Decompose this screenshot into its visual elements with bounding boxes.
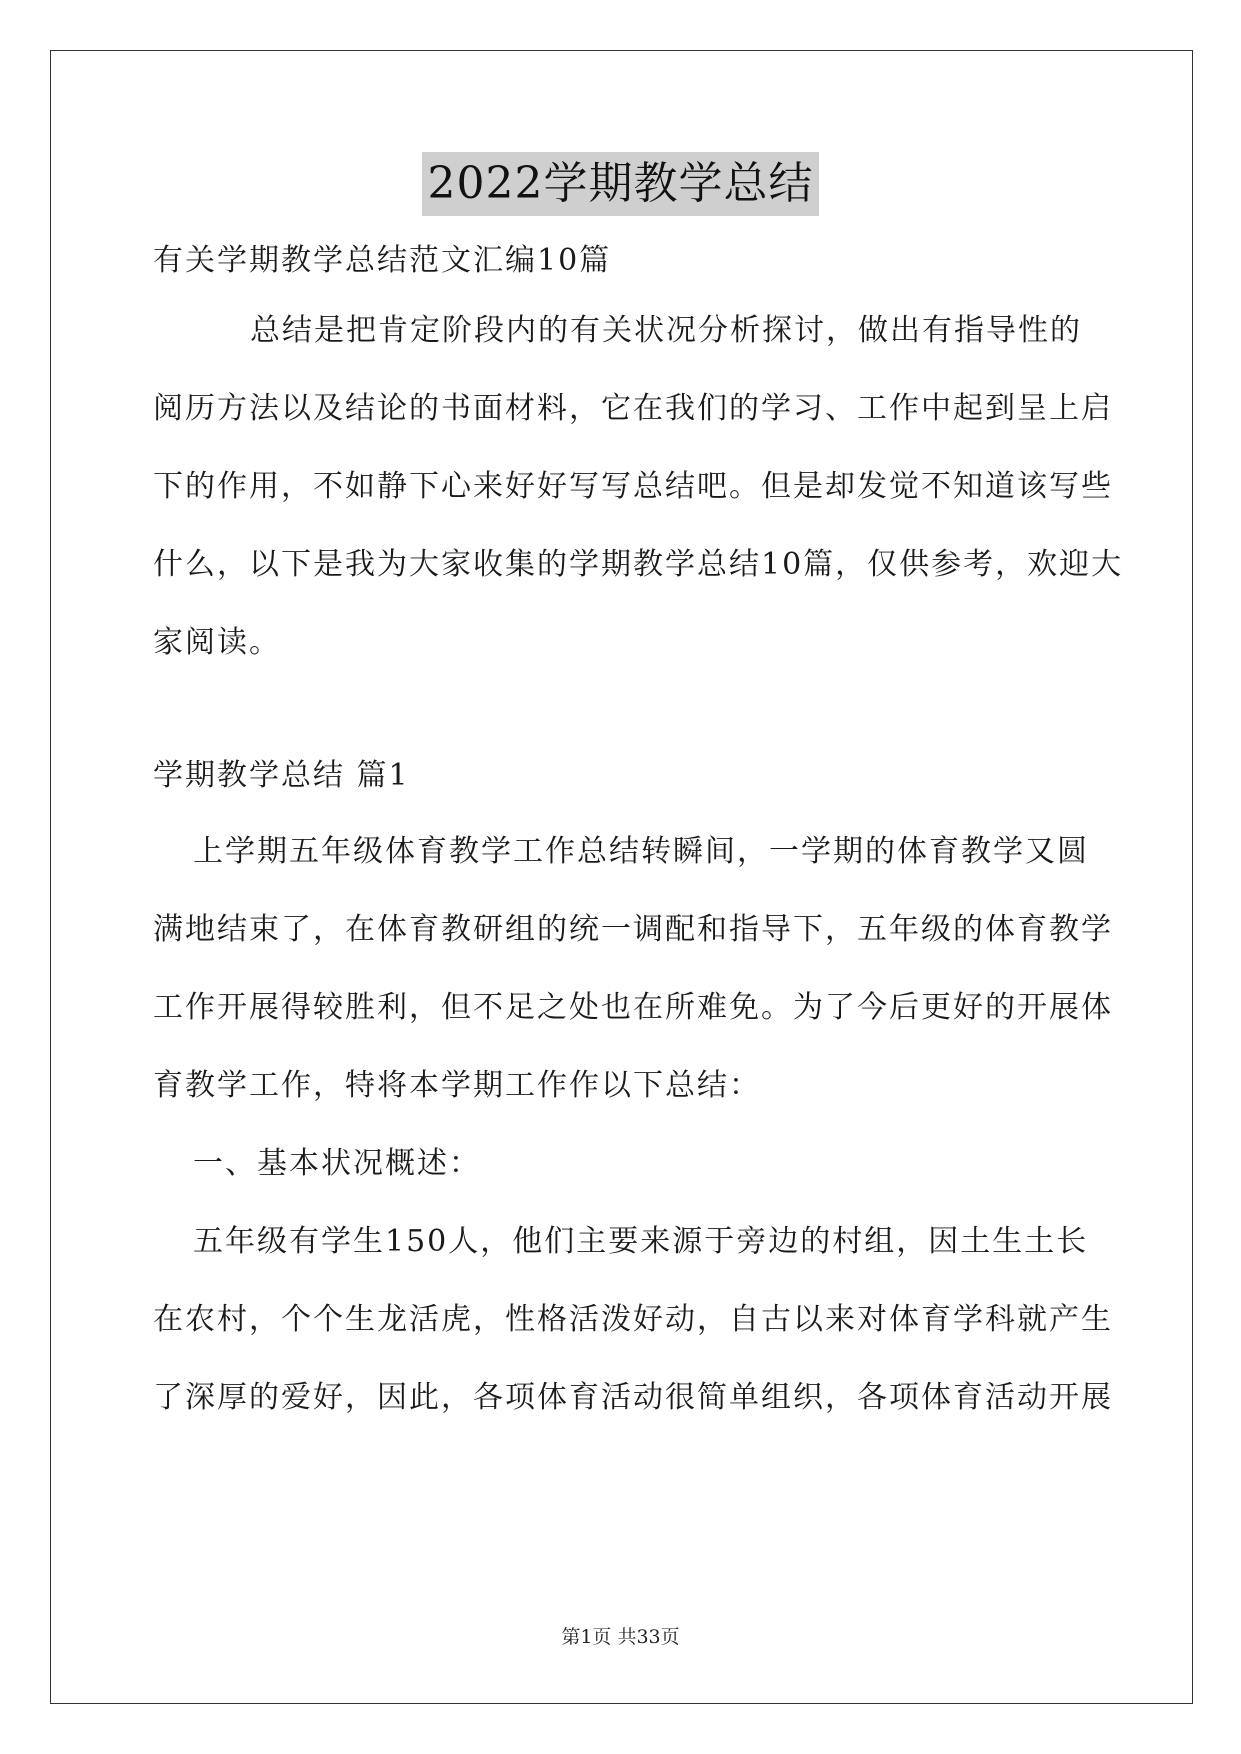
intro-line: 阅历方法以及结论的书面材料，它在我们的学习、工作中起到呈上启	[153, 391, 1113, 426]
intro-line: 家阅读。	[153, 625, 281, 660]
section-heading: 学期教学总结 篇1	[153, 758, 410, 793]
body-line: 在农村，个个生龙活虎，性格活泼好动，自古以来对体育学科就产生	[153, 1302, 1113, 1337]
body-line: 了深厚的爱好，因此，各项体育活动很简单组织，各项体育活动开展	[153, 1380, 1113, 1415]
subtitle: 有关学期教学总结范文汇编10篇	[153, 243, 612, 278]
intro-line: 什么，以下是我为大家收集的学期教学总结10篇，仅供参考，欢迎大	[153, 547, 1124, 582]
intro-paragraph	[153, 292, 1124, 682]
body-line: 一、基本状况概述：	[193, 1146, 481, 1181]
body-paragraph	[153, 813, 1113, 1437]
intro-line: 总结是把肯定阶段内的有关状况分析探讨，做出有指导性的	[250, 313, 1082, 348]
body-line: 育教学工作，特将本学期工作作以下总结：	[153, 1068, 761, 1103]
body-line: 满地结束了，在体育教研组的统一调配和指导下，五年级的体育教学	[153, 912, 1113, 947]
intro-line: 下的作用，不如静下心来好好写写总结吧。但是却发觉不知道该写些	[153, 469, 1113, 504]
body-line: 上学期五年级体育教学工作总结转瞬间，一学期的体育教学又圆	[193, 834, 1089, 869]
body-line: 五年级有学生150人，他们主要来源于旁边的村组，因土生土长	[193, 1224, 1089, 1259]
document-title: 2022学期教学总结	[422, 152, 820, 216]
page-footer: 第1页 共33页	[561, 1626, 680, 1648]
body-line: 工作开展得较胜利，但不足之处也在所难免。为了今后更好的开展体	[153, 990, 1113, 1025]
